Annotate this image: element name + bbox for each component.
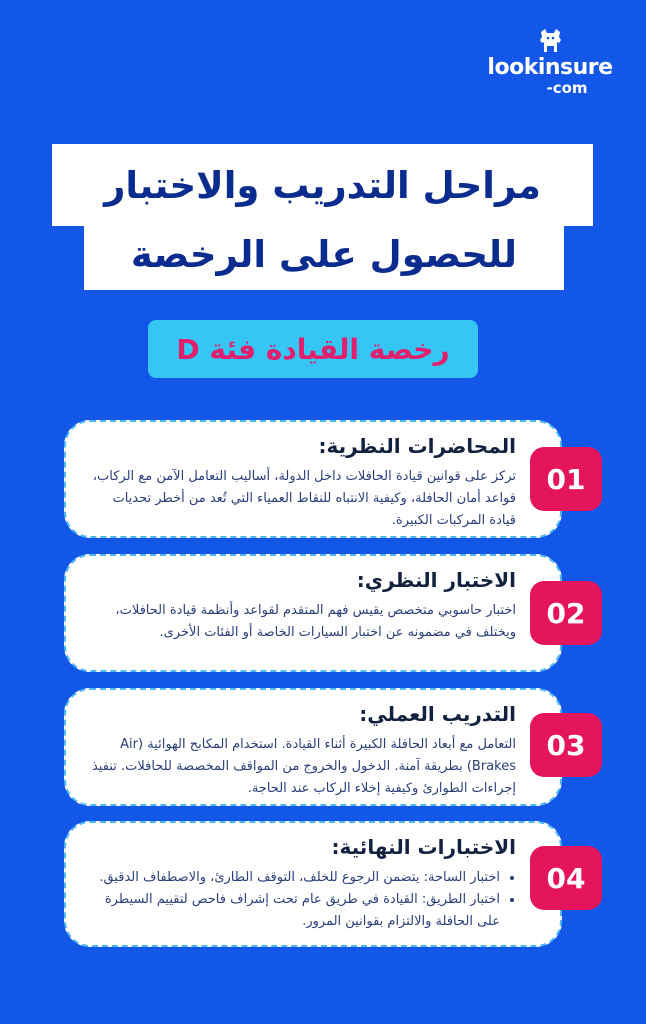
step-body: اختبار حاسوبي متخصص يقيس فهم المتقدم لقواعد وأنظمة قيادة الحافلات، ويختلف في مضمونه عن اختبار السيارات الخاصة أو الفئات الأخرى. <box>115 603 516 640</box>
step-body: تركز على قوانين قيادة الحافلات داخل الدولة، أساليب التعامل الآمن مع الركاب، قواعد أمان الحافلة، وكيفية الانتباه للنقاط العمياء التي تُعد من أخطر تحديات قيادة المركبات الكبيرة. <box>92 469 516 528</box>
page-title-line-2: للحصول على الرخصة <box>84 218 564 290</box>
step-card-1 <box>64 420 562 538</box>
step-number-badge: 02 <box>530 581 602 645</box>
dog-icon <box>535 28 565 54</box>
license-category-badge: رخصة القيادة فئة D <box>148 320 478 378</box>
logo-domain: -com <box>546 79 588 97</box>
page-title-line-1: مراحل التدريب والاختبار <box>52 144 593 226</box>
step-number-badge: 03 <box>530 713 602 777</box>
step-bullet-list <box>88 867 516 933</box>
step-body <box>88 867 516 933</box>
step-title: التدريب العملي: <box>359 702 516 726</box>
step-number-badge: 04 <box>530 846 602 910</box>
step-title: الاختبارات النهائية: <box>331 835 516 859</box>
step-card-2 <box>64 554 562 672</box>
logo <box>480 28 620 96</box>
step-number-badge: 01 <box>530 447 602 511</box>
list-item: • اختبار الساحة: يتضمن الرجوع للخلف، التوقف الطارئ، والاصطفاف الدقيق. <box>88 867 500 889</box>
step-title: المحاضرات النظرية: <box>318 434 516 458</box>
logo-brand: lookinsure <box>487 55 613 80</box>
step-title: الاختبار النظري: <box>356 568 516 592</box>
step-card-3 <box>64 688 562 806</box>
step-body: التعامل مع أبعاد الحافلة الكبيرة أثناء القيادة. استخدام المكابح الهوائية (Air Brakes) بطريقة آمنة. الدخول والخروج من المواقف المخصصة للحافلات. تنفيذ إجراءات الطوارئ وكيفية إخلاء الركاب عند الحاجة. <box>91 737 516 796</box>
list-item: • اختبار الطريق: القيادة في طريق عام تحت إشراف فاحص لتقييم السيطرة على الحافلة والالتزام بقوانين المرور. <box>88 889 500 933</box>
step-card-4 <box>64 821 562 947</box>
